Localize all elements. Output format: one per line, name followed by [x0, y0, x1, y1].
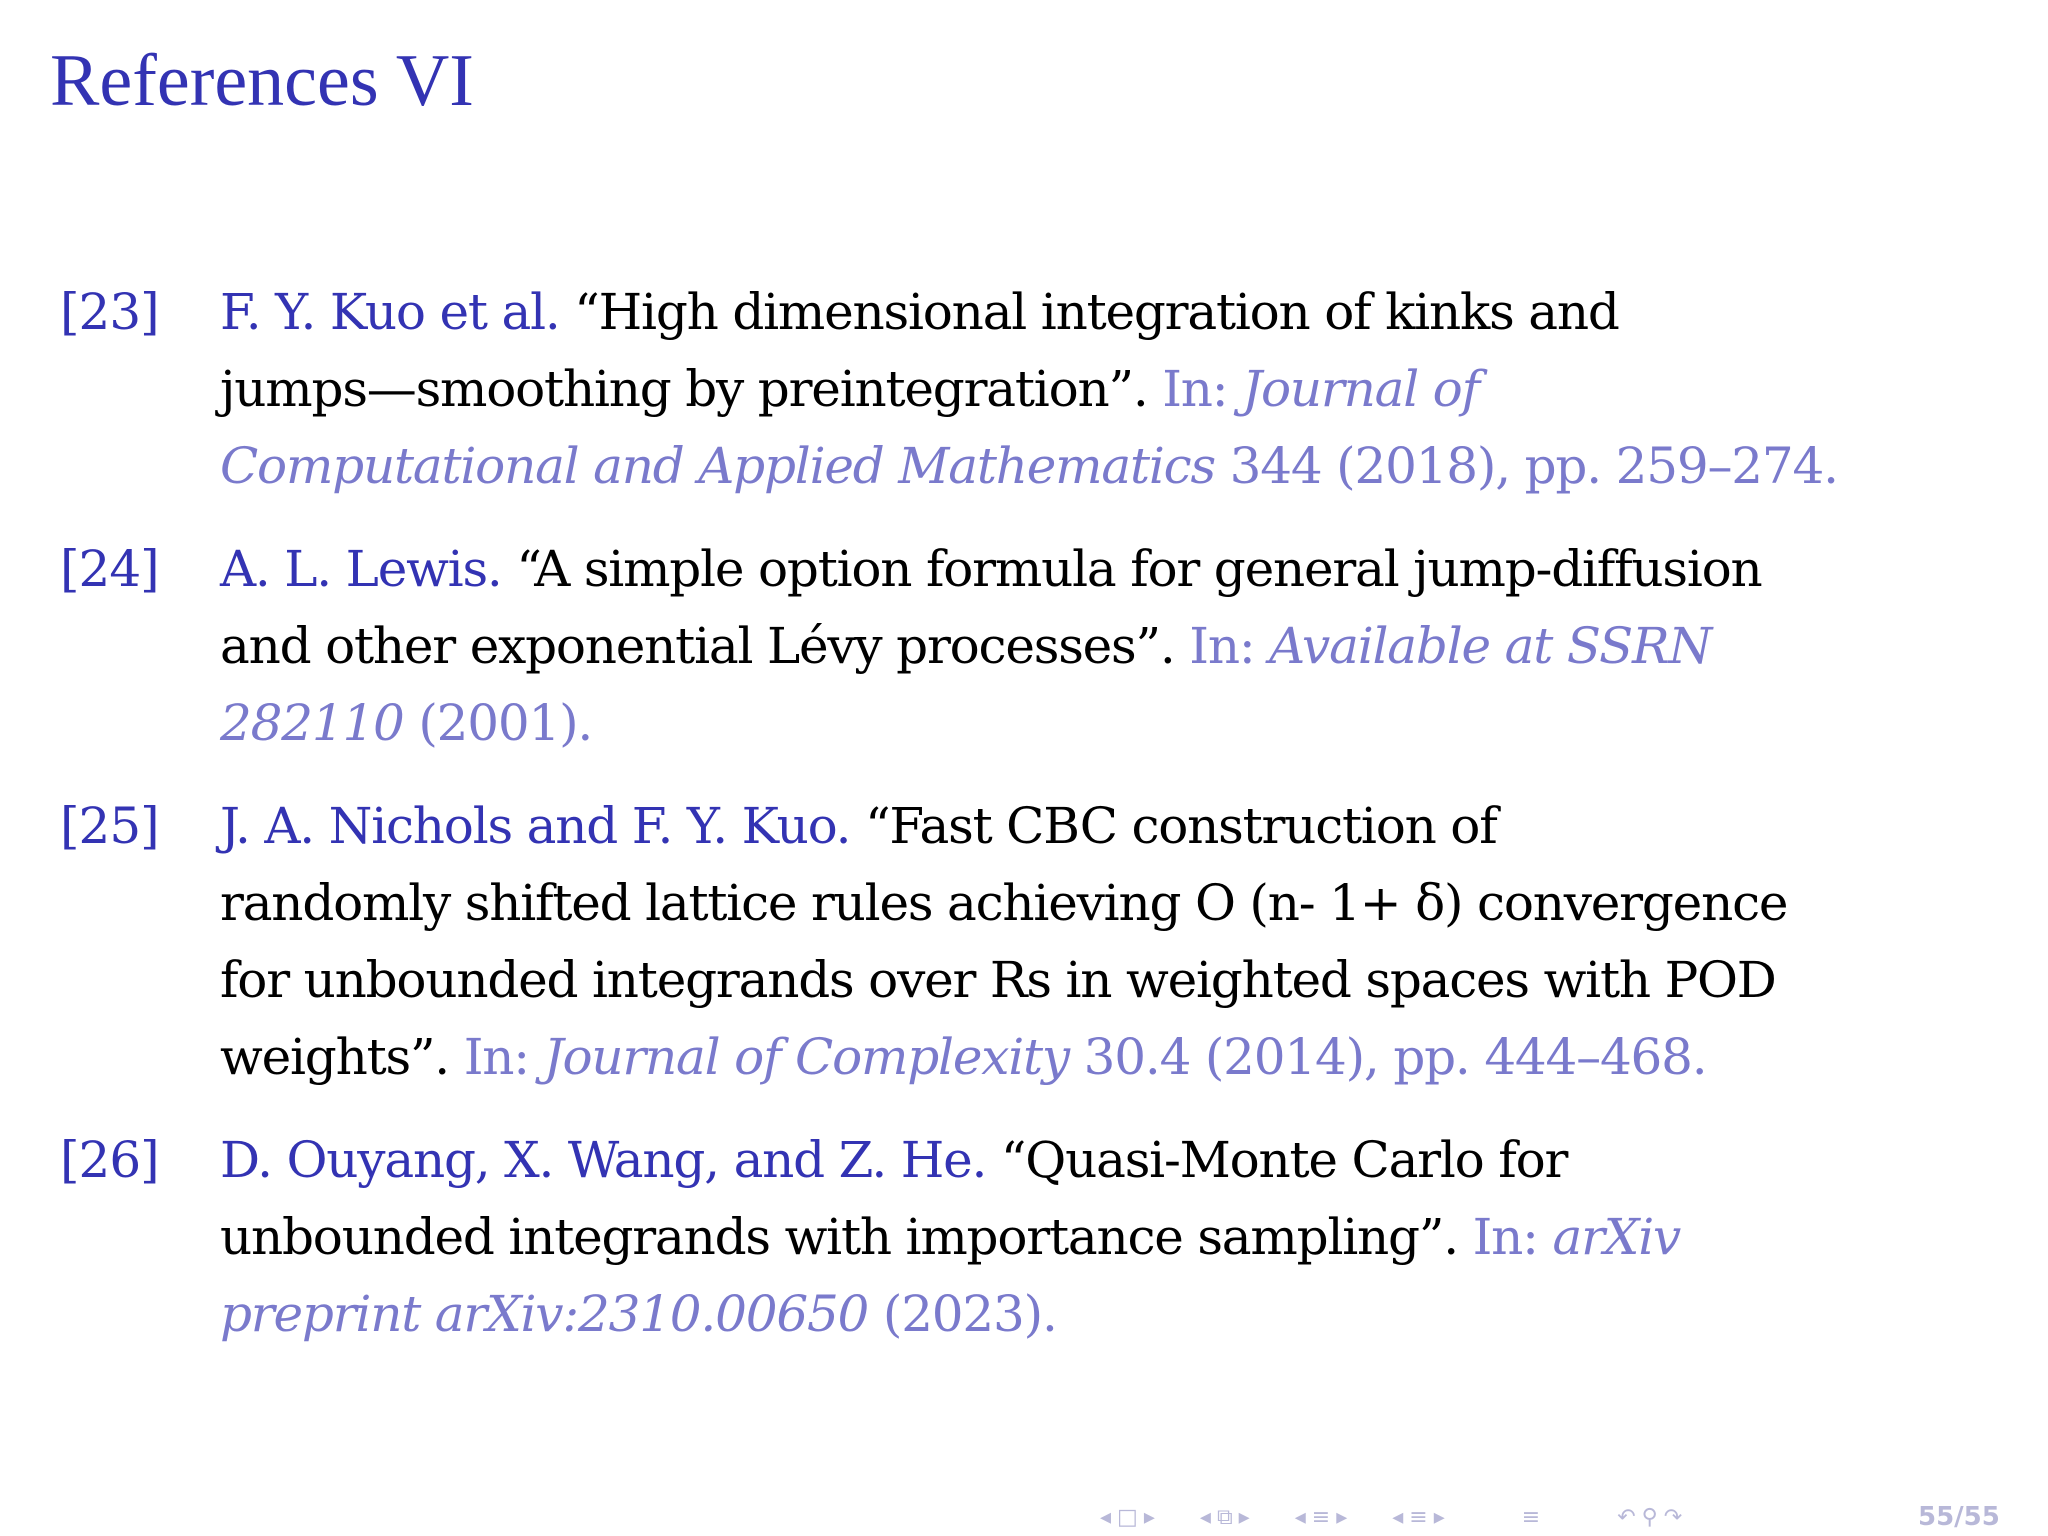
reference-text	[220, 1122, 2048, 1353]
reference-details: (2001).	[403, 694, 593, 752]
reference-authors[interactable]: F. Y. Kuo et al.	[220, 283, 560, 341]
section-icon[interactable]: ≡	[1311, 1505, 1331, 1530]
reference-title: “Quasi-Monte Carlo for	[986, 1131, 1568, 1189]
reference-journal: Available at SSRN	[1269, 617, 1712, 675]
reference-line	[220, 1276, 2048, 1353]
reference-journal: preprint arXiv:2310.00650	[220, 1285, 869, 1343]
subsection-icon[interactable]: ⧉	[1216, 1505, 1233, 1530]
reference-title: unbounded integrands with importance sampling”.	[220, 1208, 1473, 1266]
reference-line	[220, 1019, 2048, 1096]
reference-line	[220, 865, 2048, 942]
prev-subsection-icon[interactable]: ◂	[1199, 1505, 1211, 1530]
reference-authors[interactable]: D. Ouyang, X. Wang, and Z. He.	[220, 1131, 987, 1189]
frame-icon[interactable]: □	[1117, 1505, 1138, 1530]
page-number: 55/55	[1918, 1502, 2000, 1532]
reference-in-label: In:	[1162, 360, 1243, 418]
reference-details: (2023).	[868, 1285, 1057, 1343]
reference-title: for unbounded integrands over Rs in weighted spaces with POD	[220, 951, 1776, 1009]
beamer-navigation-bar	[1100, 1504, 1688, 1532]
reference-label: [26]	[60, 1131, 159, 1189]
reference-authors[interactable]: A. L. Lewis.	[220, 540, 502, 598]
back-icon[interactable]: ↶	[1617, 1505, 1636, 1530]
reference-line	[220, 685, 2048, 762]
reference-title: “A simple option formula for general jump-diffusion	[501, 540, 1762, 598]
reference-label: [25]	[60, 797, 159, 855]
reference-in-label: In:	[463, 1028, 544, 1086]
reference-journal: 282110	[220, 694, 404, 752]
reference-text	[220, 274, 2048, 505]
reference-journal: Computational and Applied Mathematics	[220, 437, 1215, 495]
reference-journal: Journal of	[1242, 360, 1479, 418]
reference-text	[220, 531, 2048, 762]
reference-line	[220, 531, 2048, 608]
reference-title: jumps—smoothing by preintegration”.	[220, 360, 1163, 418]
reference-line	[220, 942, 2048, 1019]
slide-title: References VI	[50, 40, 474, 122]
forward-icon[interactable]: ↷	[1663, 1505, 1683, 1530]
reference-line	[220, 1122, 2048, 1199]
next-part-icon[interactable]: ▸	[1433, 1505, 1445, 1530]
next-section-icon[interactable]: ▸	[1336, 1505, 1348, 1530]
part-icon[interactable]: ≡	[1409, 1505, 1428, 1530]
reference-journal: Journal of Complexity	[543, 1028, 1069, 1086]
next-subsection-icon[interactable]: ▸	[1238, 1505, 1250, 1530]
reference-title: “Fast CBC construction of	[850, 797, 1497, 855]
reference-title: and other exponential Lévy processes”.	[220, 617, 1190, 675]
prev-frame-icon[interactable]: ◂	[1100, 1505, 1112, 1530]
reference-label: [24]	[60, 540, 159, 598]
reference-line	[220, 428, 2048, 505]
reference-in-label: In:	[1189, 617, 1270, 675]
reference-in-label: In:	[1472, 1208, 1553, 1266]
next-frame-icon[interactable]: ▸	[1143, 1505, 1155, 1530]
reference-journal: arXiv	[1552, 1208, 1681, 1266]
reference-details: 30.4 (2014), pp. 444–468.	[1068, 1028, 1707, 1086]
reference-line	[220, 351, 2048, 428]
prev-section-icon[interactable]: ◂	[1294, 1505, 1306, 1530]
reference-line	[220, 1199, 2048, 1276]
reference-line	[220, 274, 2048, 351]
outline-icon[interactable]: ≡	[1521, 1505, 1541, 1530]
reference-details: 344 (2018), pp. 259–274.	[1214, 437, 1838, 495]
reference-text	[220, 788, 2048, 1096]
reference-label: [23]	[60, 283, 159, 341]
reference-line	[220, 608, 2048, 685]
search-icon[interactable]: ⚲	[1641, 1505, 1658, 1530]
reference-title: randomly shifted lattice rules achieving O (n- 1+ δ) convergence	[220, 874, 1788, 932]
reference-line	[220, 788, 2048, 865]
reference-title: weights”.	[220, 1028, 464, 1086]
prev-part-icon[interactable]: ◂	[1392, 1505, 1404, 1530]
reference-title: “High dimensional integration of kinks and	[559, 283, 1619, 341]
reference-authors[interactable]: J. A. Nichols and F. Y. Kuo.	[220, 797, 851, 855]
